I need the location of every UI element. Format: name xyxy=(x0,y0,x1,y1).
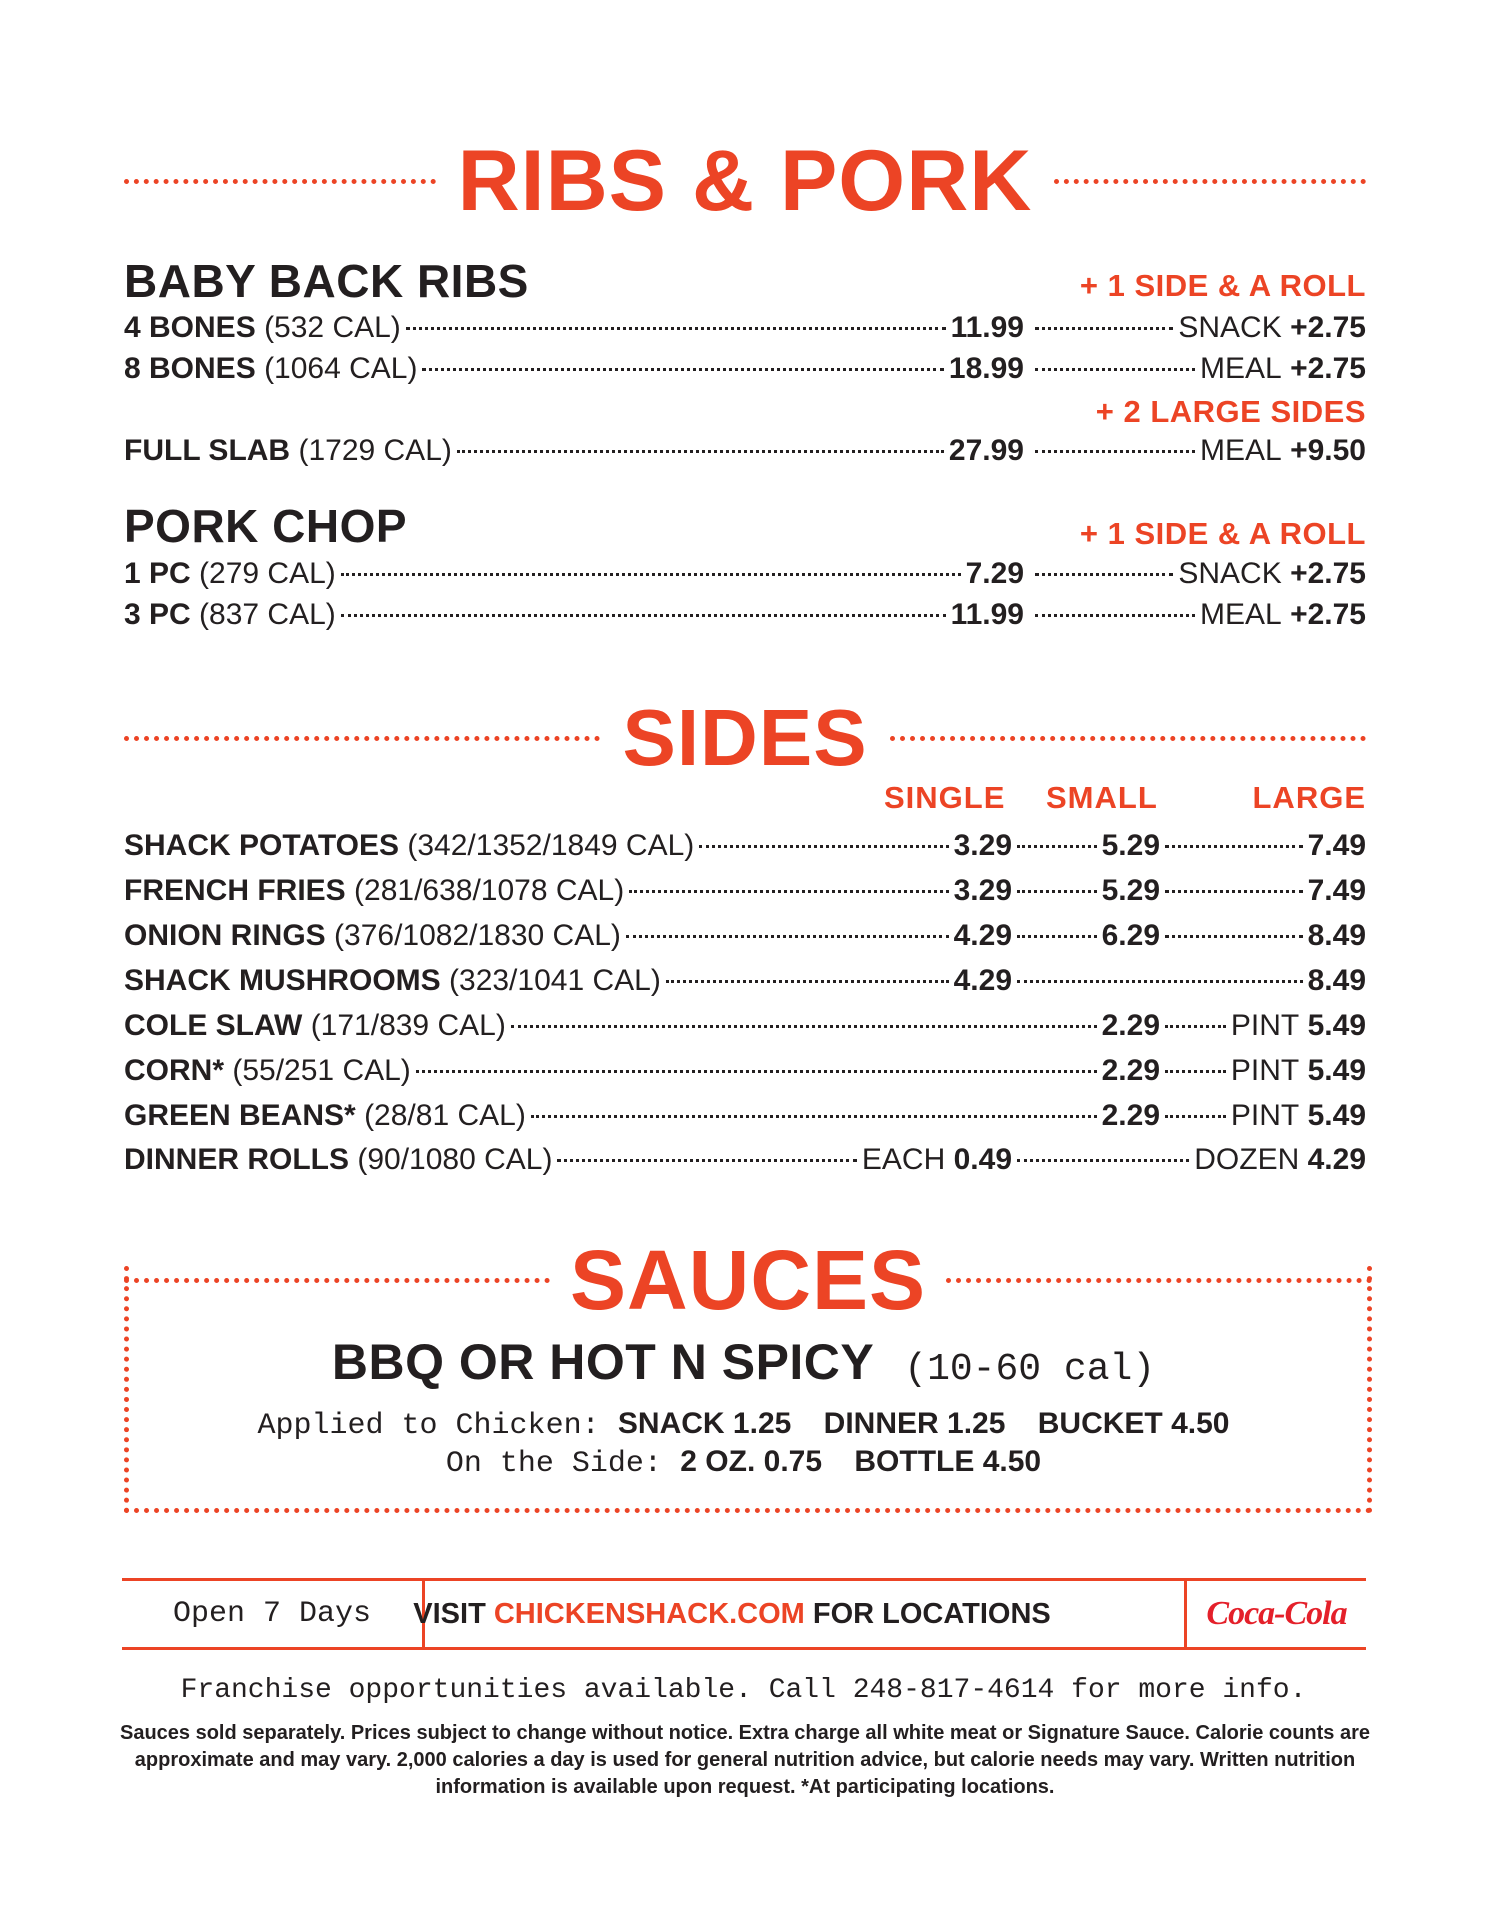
group-title: PORK CHOP xyxy=(124,500,408,552)
item-name: FULL SLAB xyxy=(124,434,291,467)
leader-dots xyxy=(1165,1070,1226,1073)
leader-dots xyxy=(1165,1025,1226,1028)
item-name: 8 BONES xyxy=(124,352,256,385)
item-calories: (342/1352/1849 CAL) xyxy=(407,829,695,862)
menu-row xyxy=(124,596,1366,634)
menu-row xyxy=(124,917,1366,955)
price-single: 0.49 xyxy=(953,1143,1012,1176)
item-name: ONION RINGS xyxy=(124,919,326,952)
menu-row xyxy=(124,1007,1366,1045)
price-single: 4.29 xyxy=(953,919,1012,952)
price-large: 5.49 xyxy=(1307,1009,1366,1042)
item-name: FRENCH FRIES xyxy=(124,874,346,907)
visit-text xyxy=(413,1581,1051,1647)
divider-dots xyxy=(124,736,600,741)
section-title: SAUCES xyxy=(569,1233,927,1327)
leader-dots xyxy=(1165,1115,1226,1118)
upgrade-price: +2.75 xyxy=(1290,311,1366,344)
item-price: 27.99 xyxy=(948,434,1024,467)
price-large: 4.29 xyxy=(1307,1143,1366,1176)
size-label: PINT xyxy=(1230,1009,1300,1042)
upgrade-label: MEAL xyxy=(1200,434,1282,467)
ribs-pork-header xyxy=(124,133,1366,229)
leader-dots xyxy=(341,573,961,576)
menu-row xyxy=(124,555,1366,593)
divider-dots xyxy=(124,179,436,184)
price-large: 8.49 xyxy=(1307,964,1366,997)
price-single: 4.29 xyxy=(953,964,1012,997)
size-label: DOZEN xyxy=(1194,1143,1300,1176)
menu-row xyxy=(124,350,1366,388)
price-large: 5.49 xyxy=(1307,1099,1366,1132)
menu-row xyxy=(124,432,1366,470)
leader-dots xyxy=(557,1159,856,1162)
price-large: 8.49 xyxy=(1307,919,1366,952)
item-name: COLE SLAW xyxy=(124,1009,303,1042)
leader-dots xyxy=(1035,573,1173,576)
item-calories: (281/638/1078 CAL) xyxy=(354,874,625,907)
leader-dots xyxy=(1035,327,1173,330)
item-calories: (28/81 CAL) xyxy=(364,1099,526,1132)
menu-row xyxy=(124,1097,1366,1135)
sauce-name-line xyxy=(0,1334,1487,1391)
upgrade-price: +9.50 xyxy=(1290,434,1366,467)
section-title: SIDES xyxy=(622,693,868,782)
leader-dots xyxy=(1035,450,1195,453)
item-name: DINNER ROLLS xyxy=(124,1143,349,1176)
price-small: 2.29 xyxy=(1101,1009,1160,1042)
menu-row xyxy=(124,1052,1366,1090)
side-price: 2 OZ. 0.75 xyxy=(680,1445,823,1478)
leader-dots xyxy=(341,614,946,617)
leader-dots xyxy=(1035,368,1195,371)
logo-text: Coca-Cola xyxy=(1206,1595,1347,1632)
footer-bar xyxy=(122,1578,1366,1650)
item-calories: (1064 CAL) xyxy=(264,352,418,385)
item-price: 11.99 xyxy=(950,311,1024,344)
item-price: 7.29 xyxy=(965,557,1024,590)
leader-dots xyxy=(531,1115,1097,1118)
applied-price: BUCKET 4.50 xyxy=(1037,1407,1230,1440)
price-single: 3.29 xyxy=(953,829,1012,862)
item-calories: (376/1082/1830 CAL) xyxy=(334,919,621,952)
fine-print: Sauces sold separately. Prices subject to change without notice. Extra charge all white meat or Signature Sauce. Calorie counts are approximate and may vary. 2,000 calories a day is used for general nutrition advice, but calorie needs may vary. Written nutrition information is available upon request. *At participating locations. xyxy=(119,1722,1371,1798)
leader-dots xyxy=(699,845,948,848)
upgrade-label: SNACK xyxy=(1178,311,1282,344)
price-small: 2.29 xyxy=(1101,1054,1160,1087)
upgrade-price: +2.75 xyxy=(1290,352,1366,385)
item-price: 11.99 xyxy=(950,598,1024,631)
item-calories: (323/1041 CAL) xyxy=(449,964,661,997)
menu-row xyxy=(124,309,1366,347)
price-large: 7.49 xyxy=(1307,829,1366,862)
website-link[interactable]: CHICKENSHACK.COM xyxy=(493,1597,805,1630)
item-name: 3 PC xyxy=(124,598,191,631)
applied-label: Applied to Chicken: xyxy=(257,1409,600,1443)
price-small: 6.29 xyxy=(1101,919,1160,952)
applied-price: SNACK 1.25 xyxy=(617,1407,792,1440)
item-name: 1 PC xyxy=(124,557,191,590)
column-header-single: SINGLE xyxy=(884,780,1006,815)
section-title: RIBS & PORK xyxy=(457,133,1033,229)
size-label: PINT xyxy=(1230,1099,1300,1132)
leader-dots xyxy=(511,1025,1097,1028)
sauce-name: BBQ OR HOT N SPICY xyxy=(331,1334,875,1390)
price-small: 2.29 xyxy=(1101,1099,1160,1132)
upgrade-label: MEAL xyxy=(1200,598,1282,631)
leader-dots xyxy=(1017,980,1303,983)
upgrade-label: MEAL xyxy=(1200,352,1282,385)
item-name: SHACK POTATOES xyxy=(124,829,400,862)
item-calories: (837 CAL) xyxy=(199,598,336,631)
menu-row xyxy=(124,872,1366,910)
item-calories: (90/1080 CAL) xyxy=(357,1143,553,1176)
leader-dots xyxy=(629,890,948,893)
item-calories: (1729 CAL) xyxy=(298,434,452,467)
column-header-large: LARGE xyxy=(1252,780,1366,815)
leader-dots xyxy=(1017,1159,1189,1162)
group-note: + 1 SIDE & A ROLL xyxy=(1079,516,1366,551)
leader-dots xyxy=(1017,935,1097,938)
price-small: 5.29 xyxy=(1101,829,1160,862)
coca-cola-logo xyxy=(1187,1581,1366,1647)
leader-dots xyxy=(1165,935,1303,938)
leader-dots xyxy=(457,450,944,453)
leader-dots xyxy=(416,1070,1097,1073)
leader-dots xyxy=(1165,845,1303,848)
group-note: + 2 LARGE SIDES xyxy=(1095,394,1366,429)
leader-dots xyxy=(666,980,949,983)
group-note: + 1 SIDE & A ROLL xyxy=(1079,268,1366,303)
size-label: PINT xyxy=(1230,1054,1300,1087)
open-days: Open 7 Days xyxy=(172,1597,372,1631)
leader-dots xyxy=(1017,890,1097,893)
price-large: 5.49 xyxy=(1307,1054,1366,1087)
applied-price: DINNER 1.25 xyxy=(823,1407,1006,1440)
leader-dots xyxy=(406,327,946,330)
price-small: 5.29 xyxy=(1101,874,1160,907)
leader-dots xyxy=(1017,845,1097,848)
price-large: 7.49 xyxy=(1307,874,1366,907)
visit-pre: VISIT xyxy=(413,1597,486,1630)
franchise-info: Franchise opportunities available. Call 248-817-4614 for more info. xyxy=(180,1675,1307,1706)
leader-dots xyxy=(626,935,949,938)
item-name: CORN* xyxy=(124,1054,225,1087)
visit-post: FOR LOCATIONS xyxy=(812,1597,1051,1630)
leader-dots xyxy=(1035,614,1195,617)
item-calories: (55/251 CAL) xyxy=(232,1054,411,1087)
item-name: GREEN BEANS* xyxy=(124,1099,356,1132)
divider-dots xyxy=(1054,179,1366,184)
sauce-applied-line xyxy=(0,1409,1487,1441)
item-calories: (171/839 CAL) xyxy=(310,1009,506,1042)
sauce-calories: (10-60 cal) xyxy=(904,1348,1156,1391)
group-title: BABY BACK RIBS xyxy=(124,255,529,307)
price-single: 3.29 xyxy=(953,874,1012,907)
menu-row xyxy=(124,962,1366,1000)
leader-dots xyxy=(1165,890,1303,893)
side-label: On the Side: xyxy=(445,1447,662,1481)
menu-row xyxy=(124,827,1366,865)
item-name: 4 BONES xyxy=(124,311,256,344)
item-calories: (279 CAL) xyxy=(199,557,336,590)
item-calories: (532 CAL) xyxy=(264,311,401,344)
upgrade-label: SNACK xyxy=(1178,557,1282,590)
side-price: BOTTLE 4.50 xyxy=(854,1445,1042,1478)
size-label: EACH xyxy=(861,1143,946,1176)
item-name: SHACK MUSHROOMS xyxy=(124,964,441,997)
leader-dots xyxy=(422,368,943,371)
sides-header xyxy=(124,693,1366,782)
column-header-small: SMALL xyxy=(1046,780,1158,815)
sauce-side-line xyxy=(0,1447,1487,1479)
upgrade-price: +2.75 xyxy=(1290,598,1366,631)
menu-row xyxy=(124,1141,1366,1179)
item-price: 18.99 xyxy=(948,352,1024,385)
divider-dots xyxy=(890,736,1366,741)
upgrade-price: +2.75 xyxy=(1290,557,1366,590)
